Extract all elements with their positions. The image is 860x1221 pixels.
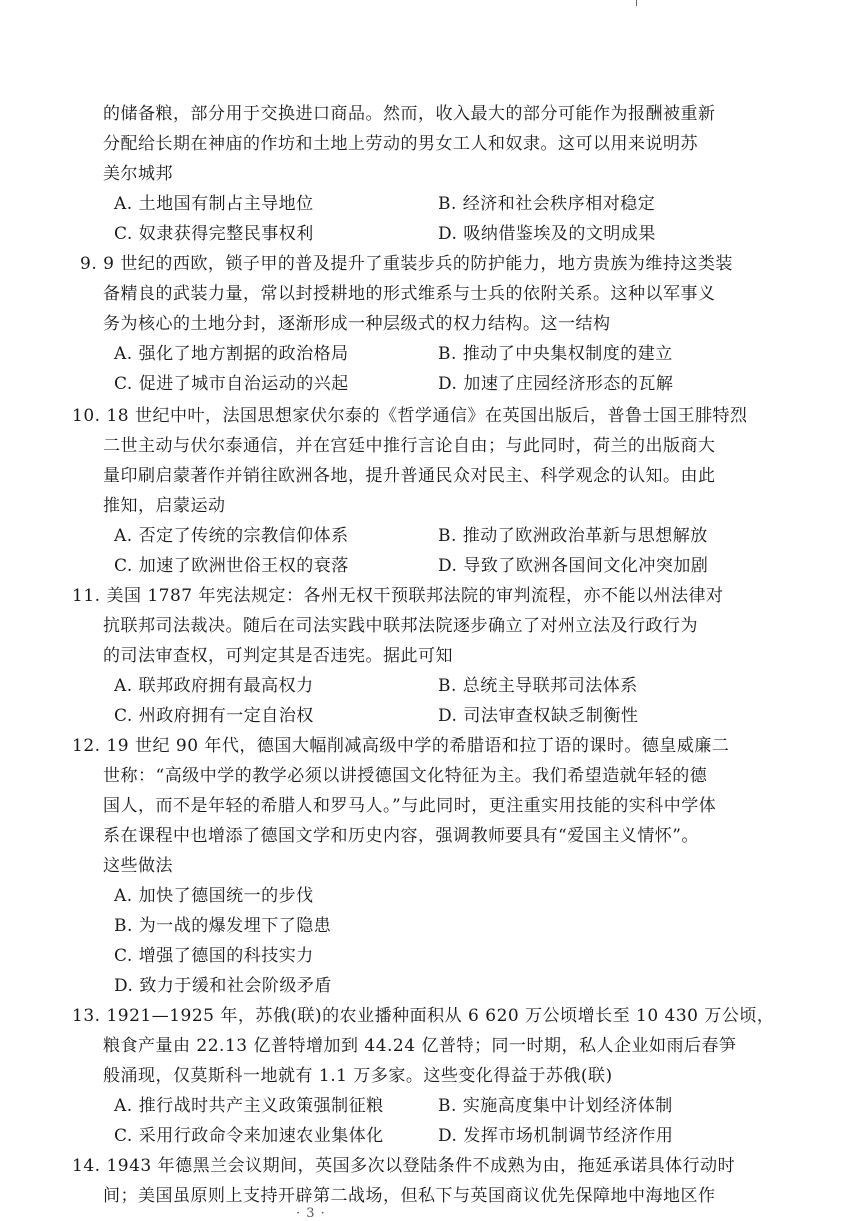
q11-option-a: A. 联邦政府拥有最高权力 (114, 676, 314, 696)
q11-line-1: 11. 美国 1787 年宪法规定：各州无权干预联邦法院的审判流程，亦不能以州法律对 (72, 586, 724, 606)
q8-option-a: A. 土地国有制占主导地位 (114, 194, 314, 214)
q13-line-1: 13. 1921—1925 年，苏俄(联)的农业播种面积从 6 620 万公顷增长至 10 430 万公顷， (72, 1006, 775, 1026)
q9-option-d: D. 加速了庄园经济形态的瓦解 (438, 374, 674, 394)
q9-line-2: 备精良的武装力量，常以封授耕地的形式维系与士兵的依附关系。这种以军事义 (103, 284, 716, 304)
q8-line-1: 的储备粮，部分用于交换进口商品。然而，收入最大的部分可能作为报酬被重新 (103, 104, 716, 124)
q8-option-d: D. 吸纳借鉴埃及的文明成果 (438, 224, 656, 244)
q10-line-3: 量印刷启蒙著作并销往欧洲各地，提升普通民众对民主、科学观念的认知。由此 (103, 466, 716, 486)
q9-line-3: 务为核心的土地分封，逐渐形成一种层级式的权力结构。这一结构 (103, 314, 611, 334)
q9-option-b: B. 推动了中央集权制度的建立 (438, 344, 673, 364)
q13-option-c: C. 采用行政命令来加速农业集体化 (114, 1126, 384, 1146)
q10-option-d: D. 导致了欧洲各国间文化冲突加剧 (438, 556, 709, 576)
q8-option-b: B. 经济和社会秩序相对稳定 (438, 194, 656, 214)
q10-line-1: 10. 18 世纪中叶，法国思想家伏尔泰的《哲学通信》在英国出版后，普鲁士国王腓特烈 (72, 406, 748, 426)
q12-option-c: C. 增强了德国的科技实力 (114, 946, 314, 966)
q10-option-c: C. 加速了欧洲世俗王权的衰落 (114, 556, 349, 576)
q13-option-b: B. 实施高度集中计划经济体制 (438, 1096, 673, 1116)
q12-line-2: 世称：“高级中学的教学必须以讲授德国文化特征为主。我们希望造就年轻的德 (103, 766, 708, 786)
q12-option-d: D. 致力于缓和社会阶级矛盾 (114, 976, 332, 996)
q9-line-1: 9. 9 世纪的西欧，锁子甲的普及提升了重装步兵的防护能力，地方贵族为维持这类装 (80, 254, 733, 274)
q12-line-3: 国人，而不是年轻的希腊人和罗马人。”与此同时，更注重实用技能的实科中学体 (103, 796, 717, 816)
q12-line-4: 系在课程中也增添了德国文学和历史内容，强调教师要具有“爱国主义情怀”。 (103, 826, 699, 846)
q8-option-c: C. 奴隶获得完整民事权利 (114, 224, 314, 244)
q10-line-2: 二世主动与伏尔泰通信，并在宫廷中推行言论自由；与此同时，荷兰的出版商大 (103, 436, 716, 456)
q9-option-a: A. 强化了地方割据的政治格局 (114, 344, 349, 364)
q10-line-4: 推知，启蒙运动 (103, 496, 226, 516)
q11-option-b: B. 总统主导联邦司法体系 (438, 676, 638, 696)
q11-option-d: D. 司法审查权缺乏制衡性 (438, 706, 639, 726)
q9-option-c: C. 促进了城市自治运动的兴起 (114, 374, 349, 394)
q10-option-a: A. 否定了传统的宗教信仰体系 (114, 526, 349, 546)
q14-line-2: 间；美国虽原则上支持开辟第二战场，但私下与英国商议优先保障地中海地区作 (103, 1186, 716, 1206)
q12-option-b: B. 为一战的爆发埋下了隐患 (114, 916, 332, 936)
q11-line-3: 的司法审查权，可判定其是否违宪。据此可知 (103, 646, 453, 666)
page-number: · 3 · (296, 1206, 326, 1221)
q10-option-b: B. 推动了欧洲政治革新与思想解放 (438, 526, 708, 546)
q13-option-a: A. 推行战时共产主义政策强制征粮 (114, 1096, 384, 1116)
q8-line-3: 美尔城邦 (103, 164, 173, 184)
q13-line-3: 般涌现，仅莫斯科一地就有 1.1 万多家。这些变化得益于苏俄(联) (103, 1066, 613, 1086)
scan-mark (636, 0, 637, 6)
q8-line-2: 分配给长期在神庙的作坊和土地上劳动的男女工人和奴隶。这可以用来说明苏 (103, 134, 698, 154)
q12-line-5: 这些做法 (103, 856, 173, 876)
q14-line-1: 14. 1943 年德黑兰会议期间，英国多次以登陆条件不成熟为由，拖延承诺具体行动时 (72, 1156, 736, 1176)
q11-option-c: C. 州政府拥有一定自治权 (114, 706, 314, 726)
q13-option-d: D. 发挥市场机制调节经济作用 (438, 1126, 674, 1146)
q13-line-2: 粮食产量由 22.13 亿普特增加到 44.24 亿普特；同一时期，私人企业如雨后春笋 (103, 1036, 737, 1056)
q12-line-1: 12. 19 世纪 90 年代，德国大幅削减高级中学的希腊语和拉丁语的课时。德皇威廉二 (72, 736, 730, 756)
q11-line-2: 抗联邦司法裁决。随后在司法实践中联邦法院逐步确立了对州立法及行政行为 (103, 616, 698, 636)
q12-option-a: A. 加快了德国统一的步伐 (114, 886, 314, 906)
